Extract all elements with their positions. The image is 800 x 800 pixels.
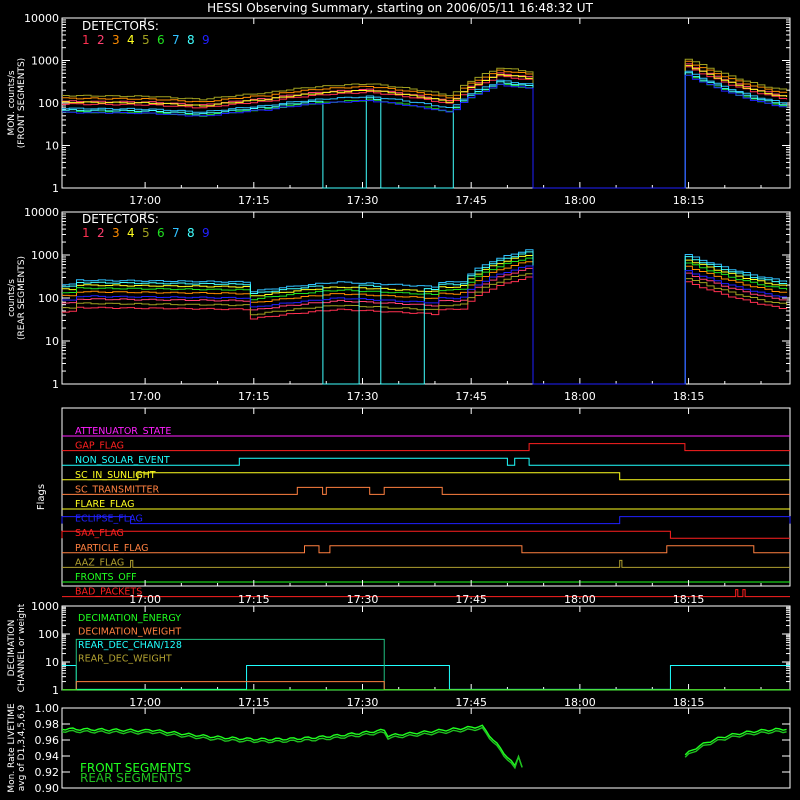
rear-xtick-label-1: 17:15 xyxy=(237,390,270,403)
rear-legend-item-3: 3 xyxy=(112,226,120,240)
front-legend-item-3: 3 xyxy=(112,33,120,47)
rear-xtick-label-2: 17:30 xyxy=(346,390,379,403)
live-legend-1: REAR SEGMENTS xyxy=(80,771,183,785)
livetime-ylabel-1: Mon. Rate LIVETIME xyxy=(7,703,17,793)
figure-title: HESSI Observing Summary, starting on 2006/05/11 16:48:32 UT xyxy=(207,1,593,15)
front-legend-item-8: 8 xyxy=(187,33,195,47)
rear-legend-item-7: 7 xyxy=(172,226,180,240)
rear-ylabel-1: counts/s xyxy=(7,279,17,317)
flag-label-saa_flag: SAA_FLAG xyxy=(75,528,124,540)
flag-label-flare_flag: FLARE_FLAG xyxy=(75,499,135,510)
front-ytick-label-1: 10 xyxy=(45,139,59,153)
front-xtick-label-5: 18:15 xyxy=(672,194,705,207)
rear-ytick-label-3: 1000 xyxy=(31,249,59,262)
front-xtick-label-3: 17:45 xyxy=(455,194,488,207)
rear-legend-item-8: 8 xyxy=(187,226,195,240)
decimation-ylabel-2: CHANNEL or weight xyxy=(17,603,27,693)
flags-xtick-label-1: 17:15 xyxy=(237,593,270,606)
dec-ytick-label-0: 1 xyxy=(52,684,59,697)
flag-label-attenuator_state: ATTENUATOR_STATE xyxy=(75,426,172,437)
rear-legend-item-4: 4 xyxy=(127,226,135,240)
front-legend-item-1: 1 xyxy=(82,33,90,47)
dec-xtick-label-2: 17:30 xyxy=(346,696,379,709)
live-ytick-label-0: 0.90 xyxy=(34,782,59,795)
rear-ytick-label-4: 10000 xyxy=(24,206,59,219)
flags-xtick-label-0: 17:00 xyxy=(129,593,161,606)
livetime-legend xyxy=(80,761,191,785)
rear-xtick-label-5: 18:15 xyxy=(672,390,705,403)
flag-label-eclipse_flag: ECLIPSE_FLAG xyxy=(75,513,143,525)
rear-ylabel-2: (REAR SEGMENTS) xyxy=(17,255,27,341)
decimation-ylabel-1: DECIMATION xyxy=(7,619,17,677)
rear-detectors-title: DETECTORS: xyxy=(82,212,159,226)
dec-ytick-label-1: 10 xyxy=(45,656,59,669)
flag-label-sc_in_sunlight: SC_IN_SUNLIGHT xyxy=(75,469,156,481)
flags-xtick-label-4: 18:00 xyxy=(564,593,596,606)
livetime-ylabel-2: avg of D1,3,4,5,6,9 xyxy=(17,704,27,792)
front-legend-item-7: 7 xyxy=(172,33,180,47)
front-ylabel-1: MON. counts/s xyxy=(7,70,17,136)
rear-ytick-label-1: 10 xyxy=(45,335,59,348)
front-legend-item-9: 9 xyxy=(202,33,210,47)
flag-label-fronts_off: FRONTS_OFF xyxy=(75,572,137,583)
dec-legend-0: DECIMATION_ENERGY xyxy=(78,613,182,624)
dec-xtick-label-0: 17:00 xyxy=(129,696,161,709)
front-ytick-label-2: 100 xyxy=(38,97,59,110)
dec-xtick-label-4: 18:00 xyxy=(564,696,596,709)
rear-xtick-label-3: 17:45 xyxy=(455,390,488,403)
front-xtick-label-0: 17:00 xyxy=(129,194,161,207)
front-ytick-label-0: 1 xyxy=(52,182,59,195)
live-ytick-label-5: 1.00 xyxy=(34,702,59,715)
flag-label-gap_flag: GAP_FLAG xyxy=(75,440,125,452)
flag-label-aaz_flag: AAZ_FLAG xyxy=(75,557,125,569)
rear-legend-item-6: 6 xyxy=(157,226,165,240)
rear-ytick-label-2: 100 xyxy=(38,292,59,305)
live-ytick-label-4: 0.98 xyxy=(34,718,59,731)
dec-legend-3: REAR_DEC_WEIGHT xyxy=(78,653,172,665)
dec-legend-1: DECIMATION_WEIGHT xyxy=(78,626,182,638)
dec-legend-2: REAR_DEC_CHAN/128 xyxy=(78,640,182,651)
dec-xtick-label-3: 17:45 xyxy=(455,696,488,709)
live-ytick-label-2: 0.94 xyxy=(34,750,59,763)
flags-xtick-label-5: 18:15 xyxy=(672,593,705,606)
rear-legend-item-9: 9 xyxy=(202,226,210,240)
rear-ytick-label-0: 1 xyxy=(52,378,59,391)
front-legend-item-6: 6 xyxy=(157,33,165,47)
front-legend-item-5: 5 xyxy=(142,33,150,47)
front-ylabel-2: (FRONT SEGMENTS) xyxy=(17,57,27,149)
front-legend-item-2: 2 xyxy=(97,33,105,47)
flags-xtick-label-2: 17:30 xyxy=(346,593,379,606)
live-ytick-label-3: 0.96 xyxy=(34,734,59,747)
flags-xtick-label-3: 17:45 xyxy=(455,593,488,606)
flag-label-particle_flag: PARTICLE_FLAG xyxy=(75,542,149,554)
front-xtick-label-2: 17:30 xyxy=(346,194,379,207)
flags-ylabel: Flags xyxy=(36,483,47,511)
rear-legend xyxy=(82,226,210,240)
rear-xtick-label-0: 17:00 xyxy=(129,390,161,403)
rear-legend-item-5: 5 xyxy=(142,226,150,240)
flag-label-bad_packets: BAD_PACKETS xyxy=(75,586,143,598)
dec-ytick-label-2: 100 xyxy=(38,628,59,641)
dec-ytick-label-3: 1000 xyxy=(31,600,59,613)
front-xtick-label-1: 17:15 xyxy=(237,194,270,207)
rear-legend-item-2: 2 xyxy=(97,226,105,240)
live-legend-0: FRONT SEGMENTS xyxy=(80,761,192,775)
flag-label-sc_transmitter: SC_TRANSMITTER xyxy=(75,484,160,496)
rear-xtick-label-4: 18:00 xyxy=(564,390,596,403)
rear-legend-item-1: 1 xyxy=(82,226,90,240)
dec-xtick-label-1: 17:15 xyxy=(237,696,270,709)
front-ytick-label-4: 10000 xyxy=(24,12,59,25)
front-xtick-label-4: 18:00 xyxy=(564,194,596,207)
dec-xtick-label-5: 18:15 xyxy=(672,696,705,709)
live-ytick-label-1: 0.92 xyxy=(34,766,59,779)
front-legend xyxy=(82,33,210,47)
front-ytick-label-3: 1000 xyxy=(31,54,59,68)
flag-label-non_solar_event: NON_SOLAR_EVENT xyxy=(75,455,170,467)
front-detectors-title: DETECTORS: xyxy=(82,19,159,33)
front-legend-item-4: 4 xyxy=(127,33,135,47)
